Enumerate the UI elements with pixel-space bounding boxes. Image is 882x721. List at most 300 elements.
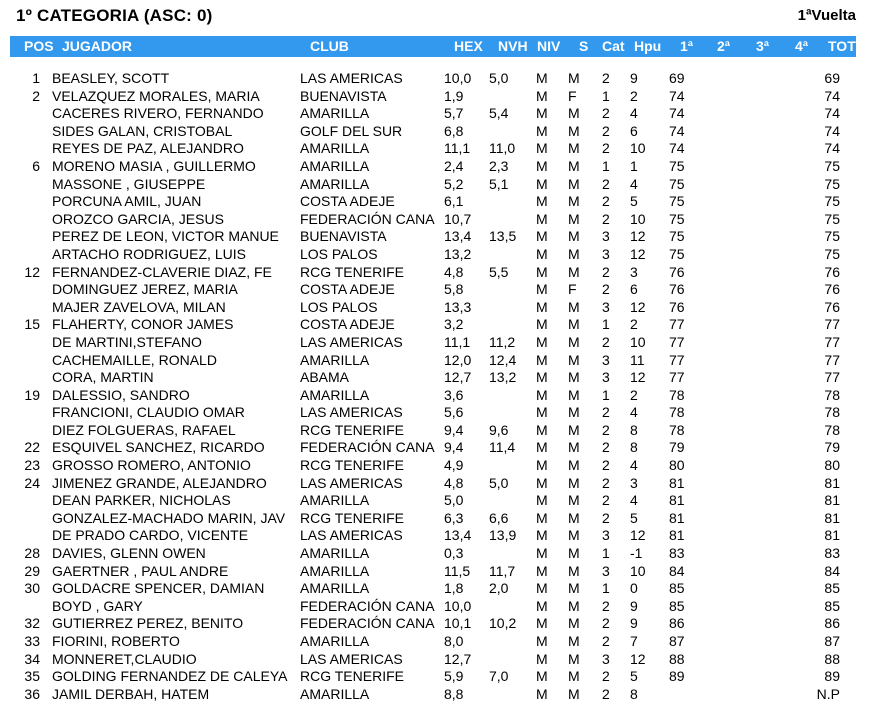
cell-tot: 77 bbox=[824, 316, 840, 333]
cell-club: ABAMA bbox=[300, 369, 350, 386]
cell-s: M bbox=[568, 351, 580, 368]
cell-niv: M bbox=[536, 316, 548, 333]
cell-niv: M bbox=[536, 650, 548, 667]
cell-pos: 23 bbox=[24, 457, 40, 474]
cell-hpu: 10 bbox=[630, 562, 646, 579]
cell-s: M bbox=[568, 210, 580, 227]
cell-s: F bbox=[568, 281, 577, 298]
header-nvh: NVH bbox=[498, 38, 528, 54]
cell-hpu: 10 bbox=[630, 333, 646, 350]
cell-r1: 76 bbox=[669, 298, 685, 315]
cell-club: BUENAVISTA bbox=[300, 228, 387, 245]
round-label: 1ªVuelta bbox=[797, 7, 856, 24]
cell-cat: 1 bbox=[602, 87, 610, 104]
cell-r1: 81 bbox=[669, 474, 685, 491]
cell-s: M bbox=[568, 545, 580, 562]
cell-r1: 87 bbox=[669, 633, 685, 649]
cell-s: M bbox=[568, 157, 580, 174]
cell-club: LAS AMERICAS bbox=[300, 404, 403, 421]
cell-club: AMARILLA bbox=[300, 545, 370, 562]
cell-tot: 86 bbox=[824, 615, 840, 632]
header-round-2: 2ª bbox=[717, 38, 730, 54]
cell-hpu: 8 bbox=[630, 421, 638, 438]
cell-jugador: CACHEMAILLE, RONALD bbox=[52, 351, 217, 368]
cell-tot: 76 bbox=[824, 263, 840, 280]
cell-jugador: FLAHERTY, CONOR JAMES bbox=[52, 316, 234, 333]
cell-niv: M bbox=[536, 245, 548, 262]
cell-cat: 2 bbox=[602, 70, 610, 86]
cell-jugador: GUTIERREZ PEREZ, BENITO bbox=[52, 615, 244, 632]
cell-s: M bbox=[568, 333, 580, 350]
cell-club: COSTA ADEJE bbox=[300, 316, 395, 333]
table-row bbox=[0, 211, 882, 229]
cell-club: LAS AMERICAS bbox=[300, 333, 403, 350]
cell-pos: 28 bbox=[24, 545, 40, 562]
cell-tot: 85 bbox=[824, 597, 840, 614]
cell-nvh: 9,6 bbox=[489, 421, 509, 438]
cell-r1: 89 bbox=[669, 668, 685, 685]
cell-niv: M bbox=[536, 298, 548, 315]
cell-jugador: FIORINI, ROBERTO bbox=[52, 633, 180, 649]
cell-tot: 75 bbox=[824, 228, 840, 245]
cell-pos: 24 bbox=[24, 474, 40, 491]
page-title: 1º CATEGORIA (ASC: 0) bbox=[16, 6, 213, 25]
cell-club: LAS AMERICAS bbox=[300, 650, 403, 667]
cell-r1: 77 bbox=[669, 369, 685, 386]
cell-pos: 33 bbox=[24, 633, 40, 649]
cell-jugador: DE PRADO CARDO, VICENTE bbox=[52, 527, 249, 544]
cell-niv: M bbox=[536, 263, 548, 280]
cell-r1: 69 bbox=[669, 70, 685, 86]
cell-cat: 2 bbox=[602, 597, 610, 614]
cell-club: RCG TENERIFE bbox=[300, 668, 404, 685]
cell-tot: 75 bbox=[824, 210, 840, 227]
cell-hpu: 7 bbox=[630, 633, 638, 649]
cell-r1: 77 bbox=[669, 316, 685, 333]
cell-s: M bbox=[568, 439, 580, 456]
cell-jugador: JAMIL DERBAH, HATEM bbox=[52, 685, 210, 702]
cell-club: FEDERACIÓN CANA bbox=[300, 210, 435, 227]
cell-niv: M bbox=[536, 333, 548, 350]
cell-cat: 2 bbox=[602, 668, 610, 685]
header-pos: POS bbox=[24, 38, 54, 54]
cell-cat: 2 bbox=[602, 421, 610, 438]
cell-hex: 3,2 bbox=[444, 316, 464, 333]
cell-cat: 2 bbox=[602, 105, 610, 122]
cell-club: AMARILLA bbox=[300, 175, 370, 192]
cell-club: AMARILLA bbox=[300, 685, 370, 702]
cell-tot: 79 bbox=[824, 439, 840, 456]
cell-s: M bbox=[568, 298, 580, 315]
cell-s: M bbox=[568, 597, 580, 614]
cell-cat: 3 bbox=[602, 298, 610, 315]
cell-hpu: 2 bbox=[630, 87, 638, 104]
cell-s: M bbox=[568, 685, 580, 702]
table-row bbox=[0, 70, 882, 88]
cell-hpu: 12 bbox=[630, 245, 646, 262]
cell-hpu: -1 bbox=[630, 545, 643, 562]
cell-cat: 2 bbox=[602, 281, 610, 298]
cell-hpu: 12 bbox=[630, 650, 646, 667]
cell-r1: 74 bbox=[669, 87, 685, 104]
cell-cat: 1 bbox=[602, 386, 610, 403]
table-row bbox=[0, 123, 882, 141]
cell-r1: 78 bbox=[669, 386, 685, 403]
cell-hpu: 6 bbox=[630, 122, 638, 139]
cell-r1: 81 bbox=[669, 509, 685, 526]
cell-jugador: DALESSIO, SANDRO bbox=[52, 386, 190, 403]
cell-r1: 75 bbox=[669, 228, 685, 245]
table-row bbox=[0, 668, 882, 686]
cell-hex: 9,4 bbox=[444, 421, 464, 438]
cell-r1: 75 bbox=[669, 210, 685, 227]
cell-r1: 76 bbox=[669, 281, 685, 298]
cell-niv: M bbox=[536, 633, 548, 649]
cell-hex: 10,0 bbox=[444, 597, 472, 614]
cell-jugador: DOMINGUEZ JEREZ, MARIA bbox=[52, 281, 238, 298]
header-s: S bbox=[579, 38, 589, 54]
cell-jugador: GAERTNER , PAUL ANDRE bbox=[52, 562, 229, 579]
cell-hex: 3,6 bbox=[444, 386, 464, 403]
cell-hex: 4,9 bbox=[444, 457, 464, 474]
cell-pos: 36 bbox=[24, 685, 40, 702]
cell-tot: 78 bbox=[824, 421, 840, 438]
table-row bbox=[0, 598, 882, 616]
cell-r1: 77 bbox=[669, 333, 685, 350]
cell-r1: 75 bbox=[669, 245, 685, 262]
cell-hpu: 2 bbox=[630, 316, 638, 333]
cell-club: GOLF DEL SUR bbox=[300, 122, 403, 139]
cell-s: M bbox=[568, 650, 580, 667]
cell-nvh: 5,5 bbox=[489, 263, 509, 280]
table-row bbox=[0, 176, 882, 194]
cell-nvh: 13,5 bbox=[489, 228, 517, 245]
cell-hex: 5,9 bbox=[444, 668, 464, 685]
cell-jugador: FERNANDEZ-CLAVERIE DIAZ, FE bbox=[52, 263, 272, 280]
cell-cat: 3 bbox=[602, 650, 610, 667]
cell-s: M bbox=[568, 263, 580, 280]
cell-nvh: 13,2 bbox=[489, 369, 517, 386]
cell-hpu: 12 bbox=[630, 228, 646, 245]
cell-jugador: CACERES RIVERO, FERNANDO bbox=[52, 105, 264, 122]
cell-hex: 11,1 bbox=[444, 140, 471, 157]
cell-hpu: 2 bbox=[630, 386, 638, 403]
table-row bbox=[0, 88, 882, 106]
cell-hex: 8,0 bbox=[444, 633, 464, 649]
table-row bbox=[0, 140, 882, 158]
cell-club: AMARILLA bbox=[300, 562, 370, 579]
cell-niv: M bbox=[536, 457, 548, 474]
cell-r1: 85 bbox=[669, 597, 685, 614]
cell-s: M bbox=[568, 105, 580, 122]
cell-hpu: 8 bbox=[630, 685, 638, 702]
cell-s: M bbox=[568, 245, 580, 262]
cell-jugador: DE MARTINI,STEFANO bbox=[52, 333, 202, 350]
cell-niv: M bbox=[536, 105, 548, 122]
table-row bbox=[0, 651, 882, 669]
cell-r1: 88 bbox=[669, 650, 685, 667]
cell-niv: M bbox=[536, 685, 548, 702]
cell-cat: 1 bbox=[602, 580, 610, 597]
table-row bbox=[0, 633, 882, 651]
cell-tot: N.P bbox=[816, 685, 840, 702]
cell-jugador: MONNERET,CLAUDIO bbox=[52, 650, 197, 667]
cell-club: AMARILLA bbox=[300, 140, 370, 157]
cell-niv: M bbox=[536, 122, 548, 139]
cell-niv: M bbox=[536, 210, 548, 227]
cell-jugador: MORENO MASIA , GUILLERMO bbox=[52, 157, 256, 174]
cell-niv: M bbox=[536, 157, 548, 174]
cell-club: LAS AMERICAS bbox=[300, 70, 403, 86]
cell-tot: 74 bbox=[824, 140, 840, 157]
cell-nvh: 6,6 bbox=[489, 509, 509, 526]
cell-tot: 83 bbox=[824, 545, 840, 562]
cell-tot: 78 bbox=[824, 386, 840, 403]
cell-nvh: 11,7 bbox=[489, 562, 516, 579]
cell-club: AMARILLA bbox=[300, 105, 370, 122]
table-row bbox=[0, 475, 882, 493]
header-club: CLUB bbox=[310, 38, 349, 54]
cell-club: AMARILLA bbox=[300, 492, 370, 509]
cell-cat: 2 bbox=[602, 685, 610, 702]
cell-tot: 81 bbox=[824, 527, 840, 544]
cell-tot: 74 bbox=[824, 87, 840, 104]
cell-s: M bbox=[568, 175, 580, 192]
cell-club: LAS AMERICAS bbox=[300, 527, 403, 544]
cell-club: FEDERACIÓN CANA bbox=[300, 597, 435, 614]
cell-pos: 35 bbox=[24, 668, 40, 685]
cell-jugador: OROZCO GARCIA, JESUS bbox=[52, 210, 224, 227]
cell-niv: M bbox=[536, 474, 548, 491]
cell-cat: 2 bbox=[602, 509, 610, 526]
cell-jugador: GROSSO ROMERO, ANTONIO bbox=[52, 457, 251, 474]
cell-nvh: 5,1 bbox=[489, 175, 509, 192]
cell-club: COSTA ADEJE bbox=[300, 281, 395, 298]
cell-s: M bbox=[568, 633, 580, 649]
cell-club: RCG TENERIFE bbox=[300, 457, 404, 474]
cell-niv: M bbox=[536, 597, 548, 614]
cell-niv: M bbox=[536, 668, 548, 685]
cell-hpu: 9 bbox=[630, 615, 638, 632]
cell-club: RCG TENERIFE bbox=[300, 509, 404, 526]
table-row bbox=[0, 387, 882, 405]
cell-jugador: ARTACHO RODRIGUEZ, LUIS bbox=[52, 245, 246, 262]
cell-pos: 6 bbox=[32, 157, 40, 174]
cell-tot: 75 bbox=[824, 245, 840, 262]
cell-pos: 1 bbox=[32, 70, 40, 86]
header-hex: HEX bbox=[454, 38, 483, 54]
cell-hex: 10,1 bbox=[444, 615, 472, 632]
cell-cat: 2 bbox=[602, 193, 610, 210]
cell-s: M bbox=[568, 527, 580, 544]
table-row bbox=[0, 527, 882, 545]
cell-niv: M bbox=[536, 281, 548, 298]
cell-tot: 84 bbox=[824, 562, 840, 579]
cell-jugador: DAVIES, GLENN OWEN bbox=[52, 545, 206, 562]
cell-r1: 74 bbox=[669, 140, 685, 157]
header-cat: Cat bbox=[602, 38, 625, 54]
cell-nvh: 11,4 bbox=[489, 439, 516, 456]
cell-hpu: 4 bbox=[630, 175, 638, 192]
cell-club: FEDERACIÓN CANA bbox=[300, 615, 435, 632]
table-row bbox=[0, 158, 882, 176]
cell-club: RCG TENERIFE bbox=[300, 263, 404, 280]
cell-jugador: ESQUIVEL SANCHEZ, RICARDO bbox=[52, 439, 265, 456]
cell-hpu: 12 bbox=[630, 527, 646, 544]
cell-hex: 6,1 bbox=[444, 193, 464, 210]
cell-hex: 6,8 bbox=[444, 122, 464, 139]
cell-r1: 75 bbox=[669, 157, 685, 174]
cell-club: LAS AMERICAS bbox=[300, 474, 403, 491]
cell-tot: 69 bbox=[824, 70, 840, 86]
cell-hex: 11,5 bbox=[444, 562, 471, 579]
cell-cat: 2 bbox=[602, 404, 610, 421]
cell-hpu: 8 bbox=[630, 439, 638, 456]
table-row bbox=[0, 352, 882, 370]
cell-r1: 85 bbox=[669, 580, 685, 597]
cell-hex: 12,7 bbox=[444, 650, 472, 667]
table-row bbox=[0, 422, 882, 440]
cell-hpu: 4 bbox=[630, 404, 638, 421]
cell-nvh: 12,4 bbox=[489, 351, 517, 368]
table-row bbox=[0, 457, 882, 475]
cell-hpu: 12 bbox=[630, 298, 646, 315]
cell-cat: 2 bbox=[602, 457, 610, 474]
cell-pos: 34 bbox=[24, 650, 40, 667]
cell-s: M bbox=[568, 421, 580, 438]
table-row bbox=[0, 404, 882, 422]
cell-jugador: REYES DE PAZ, ALEJANDRO bbox=[52, 140, 244, 157]
cell-niv: M bbox=[536, 615, 548, 632]
cell-club: RCG TENERIFE bbox=[300, 421, 404, 438]
cell-niv: M bbox=[536, 509, 548, 526]
cell-club: AMARILLA bbox=[300, 633, 370, 649]
cell-s: M bbox=[568, 140, 580, 157]
cell-r1: 81 bbox=[669, 492, 685, 509]
cell-nvh: 11,0 bbox=[489, 140, 516, 157]
results-table bbox=[0, 70, 882, 703]
cell-pos: 22 bbox=[24, 439, 40, 456]
cell-hex: 5,0 bbox=[444, 492, 464, 509]
cell-nvh: 5,0 bbox=[489, 474, 509, 491]
cell-s: M bbox=[568, 369, 580, 386]
cell-hex: 12,7 bbox=[444, 369, 472, 386]
cell-hex: 10,7 bbox=[444, 210, 472, 227]
cell-cat: 1 bbox=[602, 157, 610, 174]
cell-tot: 78 bbox=[824, 404, 840, 421]
cell-jugador: VELAZQUEZ MORALES, MARIA bbox=[52, 87, 260, 104]
cell-hex: 1,9 bbox=[444, 87, 464, 104]
table-row bbox=[0, 492, 882, 510]
cell-niv: M bbox=[536, 386, 548, 403]
table-row bbox=[0, 246, 882, 264]
cell-r1: 86 bbox=[669, 615, 685, 632]
cell-tot: 75 bbox=[824, 175, 840, 192]
cell-hex: 13,4 bbox=[444, 527, 472, 544]
cell-niv: M bbox=[536, 492, 548, 509]
cell-hex: 1,8 bbox=[444, 580, 464, 597]
header-round-4: 4ª bbox=[795, 38, 808, 54]
cell-cat: 2 bbox=[602, 633, 610, 649]
cell-niv: M bbox=[536, 87, 548, 104]
cell-hpu: 12 bbox=[630, 369, 646, 386]
cell-hpu: 9 bbox=[630, 70, 638, 86]
cell-s: M bbox=[568, 386, 580, 403]
cell-cat: 3 bbox=[602, 369, 610, 386]
cell-tot: 81 bbox=[824, 509, 840, 526]
cell-pos: 19 bbox=[24, 386, 40, 403]
cell-hex: 5,7 bbox=[444, 105, 464, 122]
cell-nvh: 7,0 bbox=[489, 668, 509, 685]
cell-niv: M bbox=[536, 140, 548, 157]
cell-jugador: PORCUNA AMIL, JUAN bbox=[52, 193, 202, 210]
cell-jugador: MAJER ZAVELOVA, MILAN bbox=[52, 298, 226, 315]
cell-niv: M bbox=[536, 439, 548, 456]
cell-tot: 81 bbox=[824, 492, 840, 509]
cell-hpu: 1 bbox=[630, 157, 638, 174]
cell-s: M bbox=[568, 122, 580, 139]
cell-tot: 89 bbox=[824, 668, 840, 685]
cell-tot: 88 bbox=[824, 650, 840, 667]
cell-nvh: 13,9 bbox=[489, 527, 517, 544]
cell-jugador: DIEZ FOLGUERAS, RAFAEL bbox=[52, 421, 236, 438]
cell-cat: 2 bbox=[602, 263, 610, 280]
cell-hpu: 6 bbox=[630, 281, 638, 298]
cell-cat: 2 bbox=[602, 492, 610, 509]
cell-jugador: GOLDACRE SPENCER, DAMIAN bbox=[52, 580, 265, 597]
cell-s: M bbox=[568, 70, 580, 86]
header-round-1: 1ª bbox=[680, 38, 693, 54]
cell-niv: M bbox=[536, 527, 548, 544]
cell-s: M bbox=[568, 492, 580, 509]
cell-jugador: CORA, MARTIN bbox=[52, 369, 154, 386]
cell-tot: 80 bbox=[824, 457, 840, 474]
cell-pos: 30 bbox=[24, 580, 40, 597]
cell-s: M bbox=[568, 668, 580, 685]
cell-cat: 2 bbox=[602, 140, 610, 157]
cell-r1: 75 bbox=[669, 193, 685, 210]
cell-nvh: 2,0 bbox=[489, 580, 509, 597]
cell-niv: M bbox=[536, 70, 548, 86]
cell-hex: 6,3 bbox=[444, 509, 464, 526]
cell-hex: 5,8 bbox=[444, 281, 464, 298]
cell-hpu: 0 bbox=[630, 580, 638, 597]
table-row bbox=[0, 228, 882, 246]
cell-r1: 78 bbox=[669, 421, 685, 438]
cell-s: M bbox=[568, 316, 580, 333]
cell-r1: 83 bbox=[669, 545, 685, 562]
cell-pos: 12 bbox=[24, 263, 40, 280]
cell-club: BUENAVISTA bbox=[300, 87, 387, 104]
table-row bbox=[0, 281, 882, 299]
cell-r1: 76 bbox=[669, 263, 685, 280]
cell-pos: 2 bbox=[32, 87, 40, 104]
cell-hpu: 5 bbox=[630, 668, 638, 685]
cell-pos: 29 bbox=[24, 562, 40, 579]
table-header bbox=[10, 36, 856, 57]
cell-jugador: GONZALEZ-MACHADO MARIN, JAV bbox=[52, 509, 286, 526]
cell-cat: 3 bbox=[602, 351, 610, 368]
cell-jugador: DEAN PARKER, NICHOLAS bbox=[52, 492, 231, 509]
cell-niv: M bbox=[536, 404, 548, 421]
cell-nvh: 2,3 bbox=[489, 157, 509, 174]
cell-cat: 2 bbox=[602, 439, 610, 456]
cell-cat: 2 bbox=[602, 122, 610, 139]
header-hpu: Hpu bbox=[634, 38, 662, 54]
cell-hex: 12,0 bbox=[444, 351, 472, 368]
cell-r1: 74 bbox=[669, 122, 685, 139]
cell-tot: 77 bbox=[824, 333, 840, 350]
